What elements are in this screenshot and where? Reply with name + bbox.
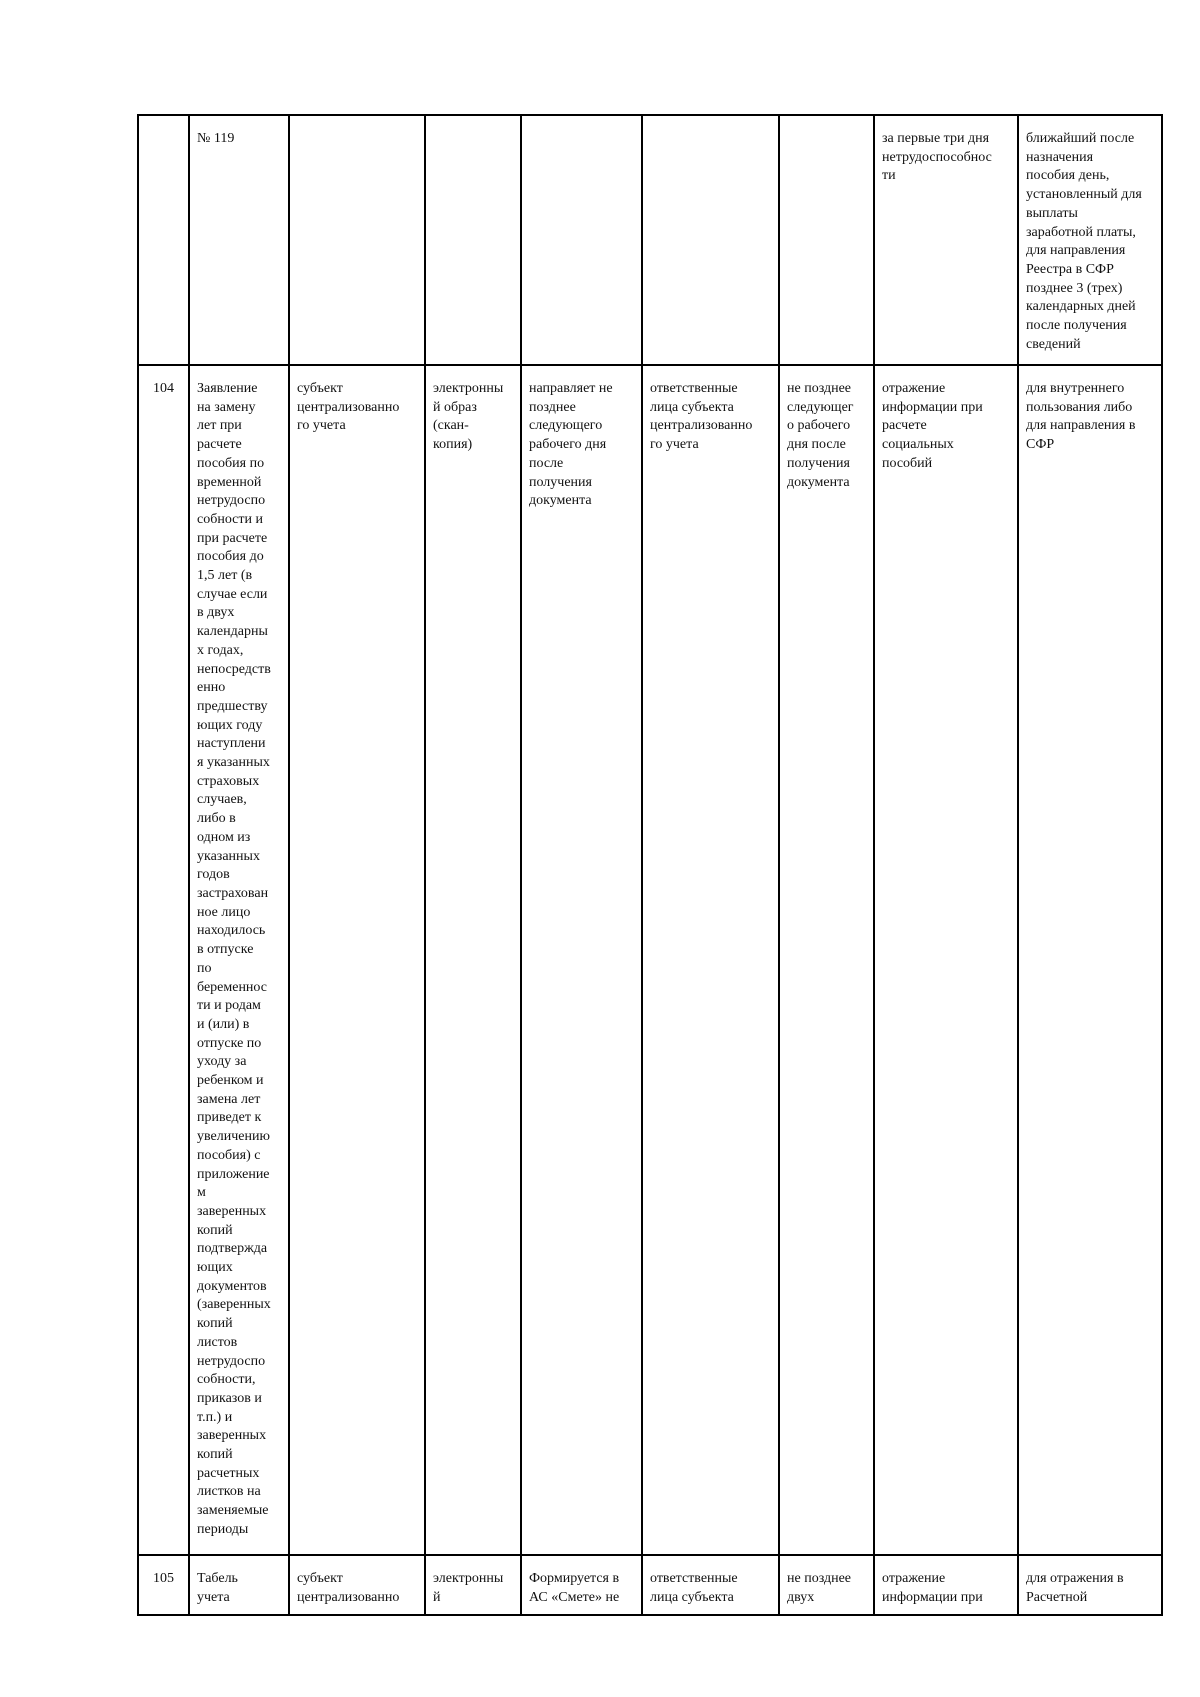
format-cell [425,115,521,365]
responsible-cell: ответственные лица субъекта [642,1555,779,1615]
responsible-cell: ответственные лица субъекта централизованно го учета [642,365,779,1555]
register-table [137,114,1163,1616]
format-cell: электронны й образ (скан- копия) [425,365,521,1555]
usage-cell: для внутреннего пользования либо для направления в СФР [1018,365,1162,1555]
purpose-cell: отражение информации при [874,1555,1018,1615]
document-name-cell: № 119 [189,115,289,365]
deadline-cell [779,115,874,365]
purpose-cell: за первые три дня нетрудоспособнос ти [874,115,1018,365]
responsible-cell [642,115,779,365]
procedure-cell: Формируется в АС «Смете» не [521,1555,642,1615]
row-number: 104 [138,365,189,1555]
usage-cell: ближайший после назначения пособия день, установленный для выплаты заработной платы, для направления Реестра в СФР позднее 3 (трех) календарных дней после получения сведений [1018,115,1162,365]
table-row [138,1555,1162,1615]
purpose-cell: отражение информации при расчете социальных пособий [874,365,1018,1555]
procedure-cell [521,115,642,365]
deadline-cell: не позднее двух [779,1555,874,1615]
row-number [138,115,189,365]
creator-cell [289,115,425,365]
format-cell: электронны й [425,1555,521,1615]
table-row [138,365,1162,1555]
row-number: 105 [138,1555,189,1615]
deadline-cell: не позднее следующег о рабочего дня после получения документа [779,365,874,1555]
document-name-cell: Заявление на замену лет при расчете пособия по временной нетрудоспо собности и при расчете пособия до 1,5 лет (в случае если в двух календарны х годах, непосредств енно предшеству ющих году наступлени я указанных страховых случаев, либо в одном из указанных годов застрахован ное лицо находилось в отпуске по беременнос ти и родам и (или) в отпуске по уходу за ребенком и замена лет приведет к увеличению пособия) с приложение м заверенных копий подтвержда ющих документов (заверенных копий листов нетрудоспо собности, приказов и т.п.) и заверенных копий расчетных листков на заменяемые периоды [189,365,289,1555]
creator-cell: субъект централизованно го учета [289,365,425,1555]
creator-cell: субъект централизованно [289,1555,425,1615]
table-row [138,115,1162,365]
usage-cell: для отражения в Расчетной [1018,1555,1162,1615]
procedure-cell: направляет не позднее следующего рабочего дня после получения документа [521,365,642,1555]
document-name-cell: Табель учета [189,1555,289,1615]
